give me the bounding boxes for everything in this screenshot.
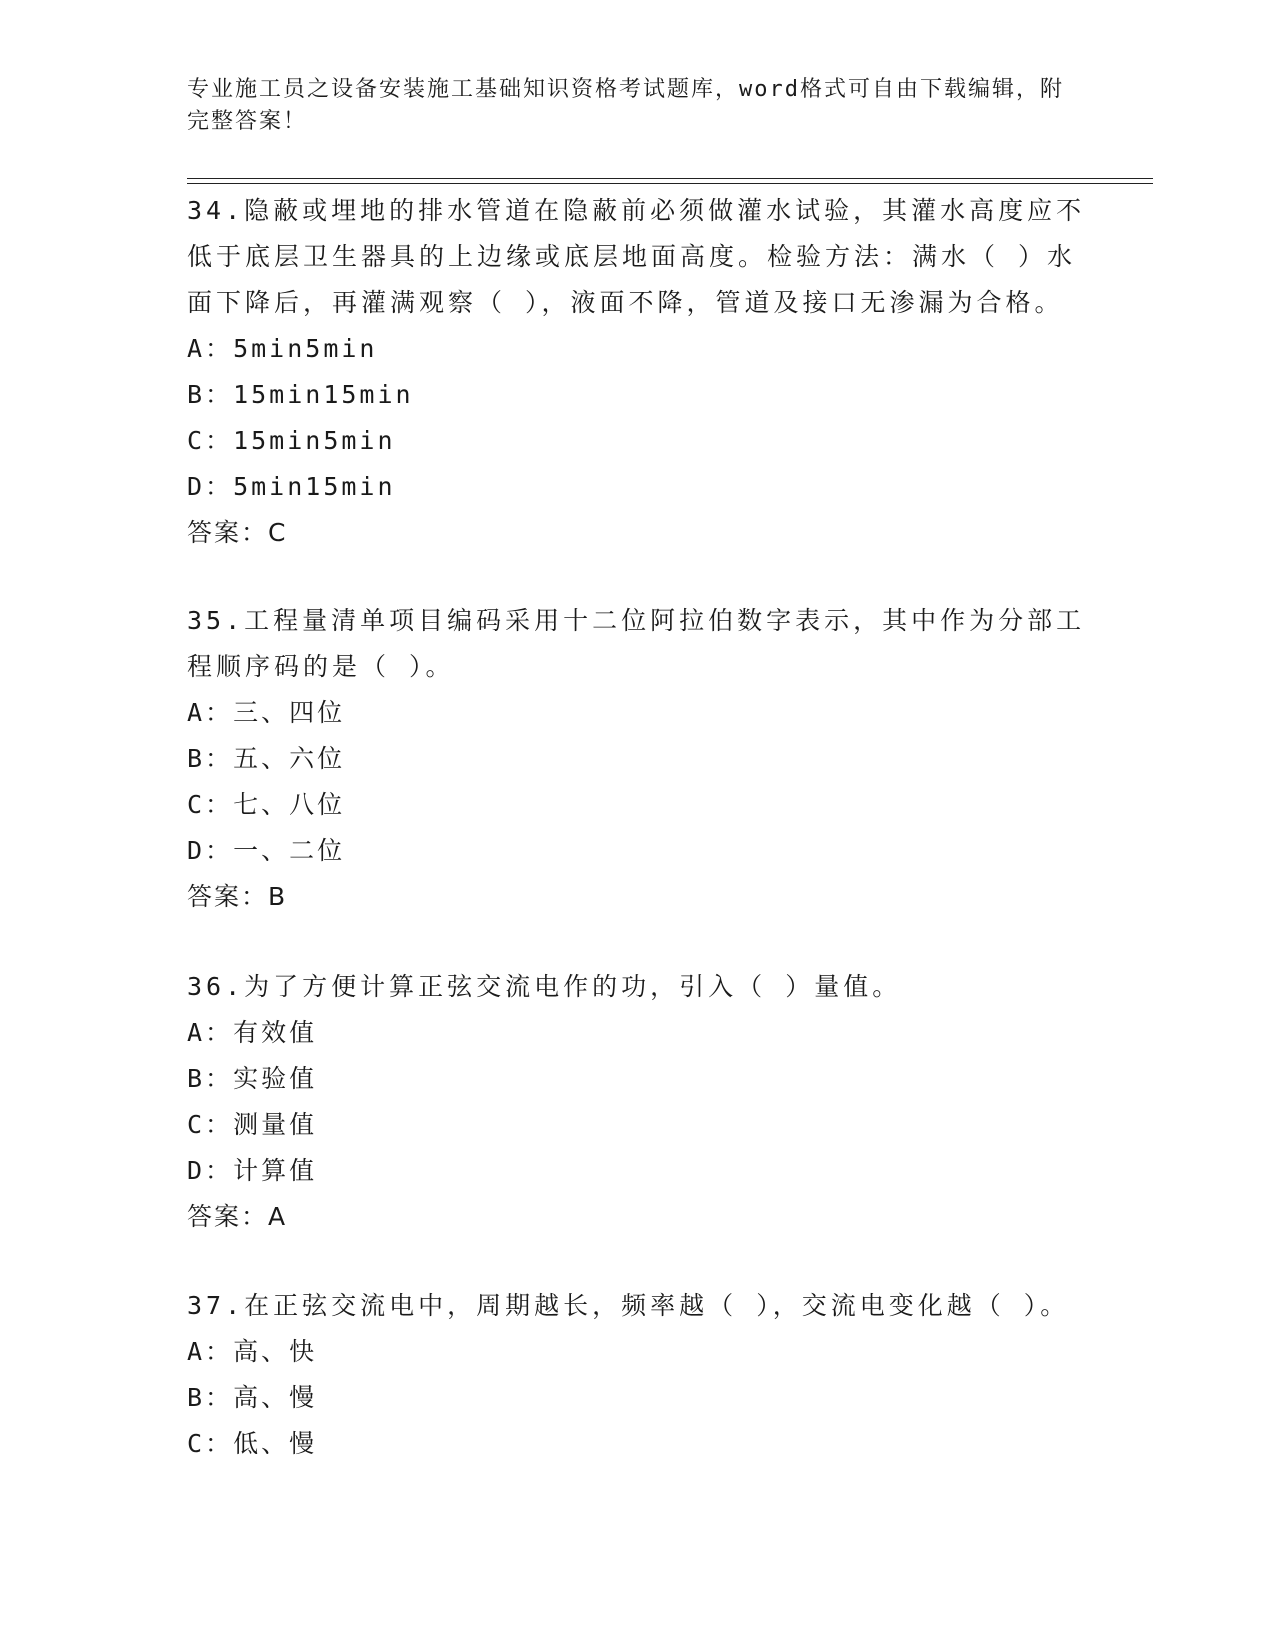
option-c — [187, 1102, 1087, 1148]
option-b — [187, 1375, 1087, 1421]
question-35 — [187, 598, 1087, 920]
option-letter: C： — [187, 426, 234, 455]
option-text: 计算值 — [233, 1156, 318, 1185]
option-letter: A： — [187, 1337, 234, 1366]
option-b — [187, 1056, 1087, 1102]
question-36 — [187, 964, 1087, 1240]
answer-line: 答案：B — [187, 882, 288, 911]
option-letter: B： — [187, 380, 234, 409]
option-a — [187, 690, 1087, 736]
question-text: 35.工程量清单项目编码采用十二位阿拉伯数字表示，其中作为分部工程顺序码的是（ ）。 — [187, 606, 1086, 681]
option-text: 七、八位 — [233, 790, 346, 819]
option-text: 5min15min — [233, 472, 396, 501]
option-text: 低、慢 — [233, 1429, 318, 1458]
option-text: 三、四位 — [233, 698, 346, 727]
option-letter: C： — [187, 1429, 234, 1458]
option-text: 高、快 — [233, 1337, 318, 1366]
option-text: 测量值 — [233, 1110, 318, 1139]
option-text: 5min5min — [233, 334, 378, 363]
option-letter: C： — [187, 1110, 234, 1139]
header-divider-bottom — [187, 183, 1153, 184]
question-text: 36.为了方便计算正弦交流电作的功，引入（ ）量值。 — [187, 972, 902, 1001]
option-a — [187, 326, 1087, 372]
option-text: 五、六位 — [233, 744, 346, 773]
option-text: 15min15min — [233, 380, 414, 409]
option-d — [187, 464, 1087, 510]
option-c — [187, 418, 1087, 464]
option-b — [187, 736, 1087, 782]
option-d — [187, 1148, 1087, 1194]
document-header: 专业施工员之设备安装施工基础知识资格考试题库，word格式可自由下载编辑，附完整答案！ — [187, 77, 1064, 134]
option-letter: A： — [187, 1018, 234, 1047]
question-text: 37.在正弦交流电中，周期越长，频率越（ ），交流电变化越（ ）。 — [187, 1291, 1070, 1320]
option-letter: B： — [187, 1064, 234, 1093]
option-a — [187, 1010, 1087, 1056]
option-letter: B： — [187, 1383, 234, 1412]
option-text: 一、二位 — [233, 836, 346, 865]
question-34 — [187, 188, 1087, 556]
option-text: 15min5min — [233, 426, 396, 455]
option-b — [187, 372, 1087, 418]
option-d — [187, 828, 1087, 874]
option-c — [187, 1421, 1087, 1467]
option-letter: B： — [187, 744, 234, 773]
answer-line: 答案：A — [187, 1202, 288, 1231]
option-letter: D： — [187, 1156, 234, 1185]
option-letter: D： — [187, 472, 234, 501]
question-text: 34.隐蔽或埋地的排水管道在隐蔽前必须做灌水试验，其灌水高度应不低于底层卫生器具的上边缘或底层地面高度。检验方法：满水（ ）水面下降后，再灌满观察（ ），液面不降，管道及接口无渗漏为合格。 — [187, 196, 1086, 317]
option-letter: D： — [187, 836, 234, 865]
option-text: 高、慢 — [233, 1383, 318, 1412]
option-text: 实验值 — [233, 1064, 318, 1093]
option-letter: A： — [187, 698, 234, 727]
option-c — [187, 782, 1087, 828]
question-37 — [187, 1283, 1087, 1467]
option-text: 有效值 — [233, 1018, 318, 1047]
answer-line: 答案：C — [187, 518, 288, 547]
option-letter: A： — [187, 334, 234, 363]
header-divider-top — [187, 178, 1153, 179]
option-letter: C： — [187, 790, 234, 819]
option-a — [187, 1329, 1087, 1375]
